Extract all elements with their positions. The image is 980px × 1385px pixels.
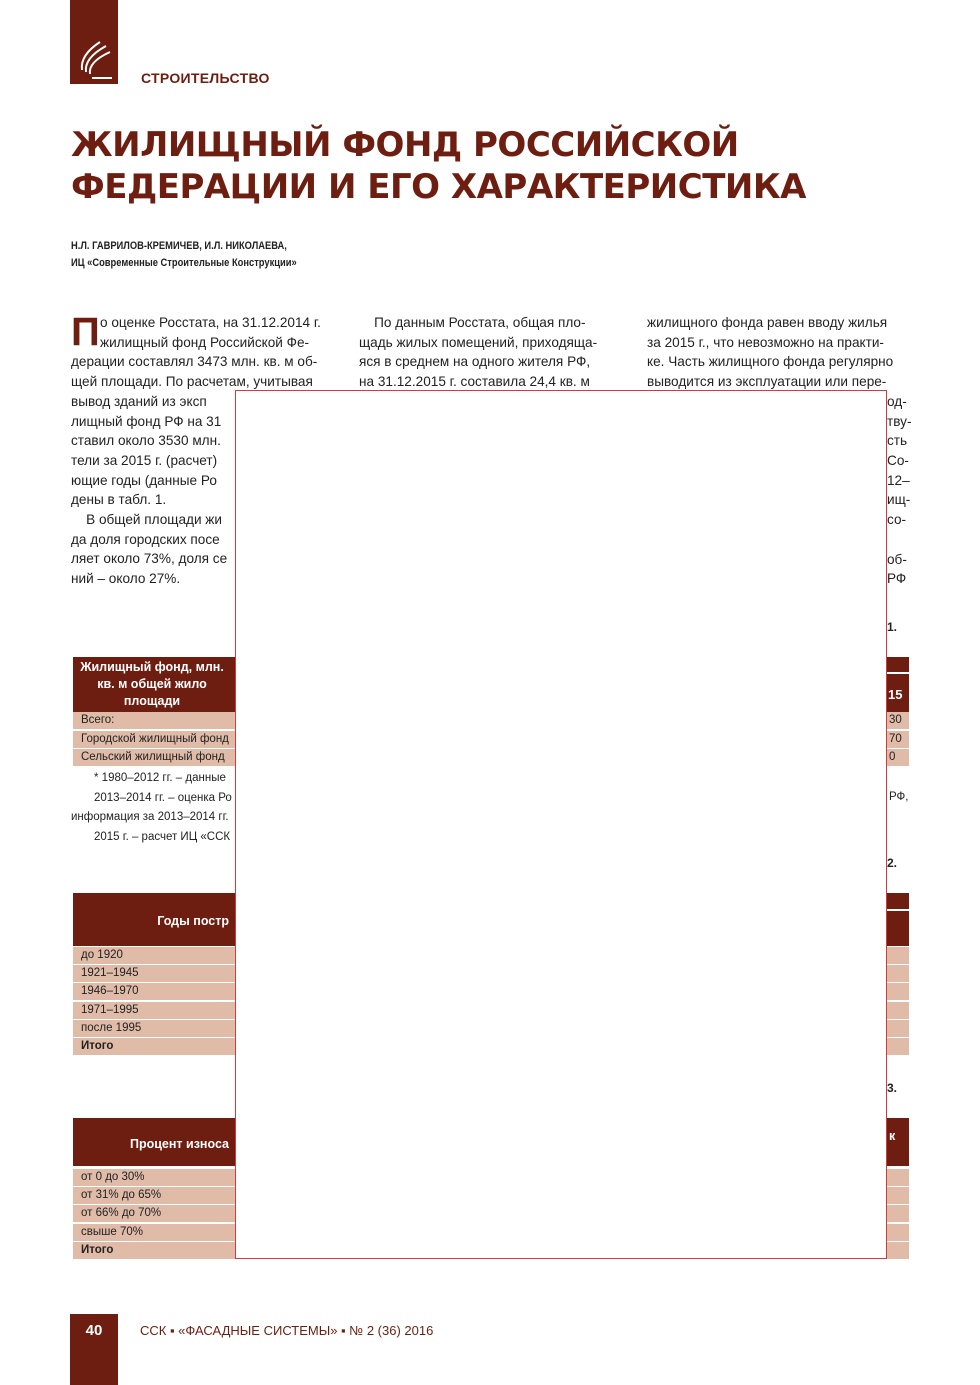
- author-affiliation: ИЦ «Современные Строительные Конструкции»: [71, 257, 297, 269]
- text-line: щадь жилых помещений, приходяща-: [359, 334, 598, 350]
- text-line: дерации составлял 3473 млн. кв. м об-: [71, 354, 318, 370]
- text-fragment: сть: [887, 433, 908, 449]
- text-fragment: 12–: [887, 472, 910, 488]
- text-line: дены в табл. 1.: [71, 492, 167, 508]
- row-label: Всего:: [81, 714, 115, 726]
- table-row: Итого: [73, 1242, 909, 1259]
- table-row: до 1920: [73, 947, 909, 964]
- text-line: за 2015 г., что невозможно на практи-: [647, 334, 884, 350]
- text-line: да доля городских посе: [71, 531, 220, 547]
- blank-overlay-box: [235, 390, 887, 1259]
- table-row: 1971–1995: [73, 1002, 909, 1019]
- table-row: от 0 до 30%: [73, 1169, 909, 1186]
- table1-header-label: Жилищный фонд, млн. кв. м общей жило площади: [80, 660, 224, 708]
- dropcap: П: [71, 310, 100, 354]
- footnote: информация за 2013–2014 гг.: [71, 811, 229, 824]
- table-row: от 31% до 65%: [73, 1187, 909, 1204]
- text-column-2: [359, 313, 625, 392]
- logo: [70, 0, 118, 84]
- row-label: Городской жилищный фонд: [81, 732, 229, 745]
- text-line: тели за 2015 г. (расчет): [71, 452, 218, 468]
- text-line: ющие годы (данные Ро: [71, 472, 217, 488]
- title-line: ФЕДЕРАЦИИ И ЕГО ХАРАКТЕРИСТИКА: [71, 167, 806, 207]
- authors: [71, 238, 297, 272]
- table3-header-right: к: [889, 1129, 896, 1143]
- title-line: ЖИЛИЩНЫЙ ФОНД РОССИЙСКОЙ: [71, 125, 739, 165]
- footnote-fragment: РФ,: [889, 791, 909, 803]
- table1-footnotes: [71, 769, 232, 848]
- text-line: ляет около 73%, доля се: [71, 551, 228, 567]
- footnote: * 1980–2012 гг. – данные: [94, 772, 226, 784]
- table1-label: 1.: [887, 620, 898, 634]
- row-label: Сельский жилищный фонд: [81, 751, 225, 763]
- text-line: яся в среднем на одного жителя РФ,: [359, 354, 591, 370]
- text-fragment: со-: [887, 512, 907, 528]
- table-row: 1946–1970: [73, 983, 909, 1000]
- table-row: свыше 70%: [73, 1224, 909, 1241]
- text-fragment: РФ: [887, 571, 907, 587]
- text-fragment: тву-: [887, 413, 912, 429]
- text-line: В общей площади жи: [71, 512, 222, 528]
- text-line: щей площади. По расчетам, учитывая: [71, 374, 313, 390]
- row-value: 70: [889, 732, 902, 745]
- journal-footer: ССК ▪ «ФАСАДНЫЕ СИСТЕМЫ» ▪ № 2 (36) 2016: [140, 1323, 434, 1338]
- table-row: 1921–1945: [73, 965, 909, 982]
- text-line: ставил около 3530 млн.: [71, 433, 221, 449]
- article-title: [71, 124, 806, 208]
- text-line: о оценке Росстата, на 31.12.2014 г.: [100, 315, 321, 330]
- text-column-3-fragments: [887, 392, 911, 589]
- footnote: 2013–2014 гг. – оценка Ро: [94, 791, 232, 804]
- text-column-3: [647, 313, 912, 392]
- text-line: По данным Росстата, общая пло-: [359, 315, 586, 330]
- page-number: 40: [70, 1314, 118, 1385]
- text-line: ний – около 27%.: [71, 571, 181, 587]
- text-fragment: од-: [887, 394, 907, 409]
- divider: [887, 672, 909, 674]
- table-row: Итого: [73, 1038, 909, 1055]
- text-line: вывод зданий из эксп: [71, 393, 207, 409]
- section-label: СТРОИТЕЛЬСТВО: [141, 70, 270, 86]
- logo-icon: [70, 0, 118, 84]
- text-line: жилищный фонд Российской Фе-: [100, 334, 310, 350]
- text-fragment: об-: [887, 551, 907, 567]
- footnote: 2015 г. – расчет ИЦ «ССК: [94, 831, 231, 844]
- author-names: Н.Л. ГАВРИЛОВ-КРЕМИЧЕВ, И.Л. НИКОЛАЕВА,: [71, 240, 287, 252]
- text-fragment: Со-: [887, 453, 909, 469]
- table3-header-label: Процент износа: [129, 1137, 229, 1151]
- text-fragment: [887, 530, 911, 550]
- text-fragment: ищ-: [887, 492, 911, 508]
- text-line: жилищного фонда равен вводу жилья: [647, 315, 888, 330]
- table3-label: 3.: [887, 1081, 898, 1095]
- text-line: выводится из эксплуатации или пере-: [647, 374, 887, 390]
- table-row: после 1995: [73, 1020, 909, 1037]
- divider: [887, 909, 909, 911]
- text-line: на 31.12.2015 г. составила 24,4 кв. м: [359, 374, 590, 390]
- text-line: ке. Часть жилищного фонда регулярно: [647, 354, 894, 370]
- table1-header-right: 15: [888, 687, 903, 702]
- text-line: лищный фонд РФ на 31: [71, 413, 222, 429]
- table2-header-label: Годы постр: [157, 914, 229, 928]
- table2-label: 2.: [887, 856, 898, 870]
- row-value: 0: [889, 751, 896, 763]
- row-value: 30: [889, 714, 902, 726]
- table-row: от 66% до 70%: [73, 1205, 909, 1222]
